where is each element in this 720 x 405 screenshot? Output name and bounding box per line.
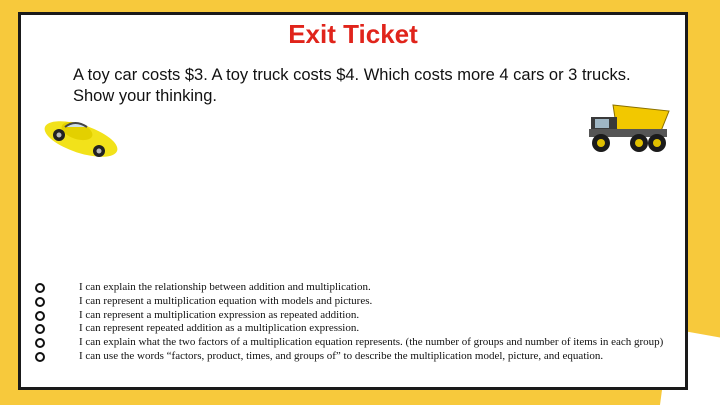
checklist-item-text: I can explain the relationship between addition and multiplication. — [79, 281, 371, 293]
checklist-item-text: I can use the words “factors, product, times, and groups of” to describe the multiplication model, picture, and equation. — [79, 349, 604, 362]
circle-bullet-icon — [35, 297, 45, 307]
checklist-item — [35, 322, 675, 336]
checklist-item — [35, 336, 675, 350]
circle-bullet-icon — [35, 324, 45, 334]
checklist-item-text: I can represent a multiplication expression as repeated addition. — [79, 308, 360, 321]
page-title: Exit Ticket — [288, 19, 418, 49]
checklist-item — [35, 309, 675, 323]
circle-bullet-icon — [35, 352, 45, 362]
circle-bullet-icon — [35, 338, 45, 348]
checklist-item — [35, 350, 675, 364]
toy-car-image — [41, 109, 123, 159]
i-can-checklist — [35, 281, 675, 364]
toy-truck-image — [587, 99, 671, 157]
question-text: A toy car costs $3. A toy truck costs $4. Which costs more 4 cars or 3 trucks. Show your thinking. — [73, 66, 631, 105]
checklist-item — [35, 281, 675, 295]
checklist-item — [35, 295, 675, 309]
checklist-item-text: I can represent repeated addition as a multiplication expression. — [79, 322, 360, 335]
checklist-item-text: I can represent a multiplication equation with models and pictures. — [79, 294, 373, 307]
circle-bullet-icon — [35, 311, 45, 321]
circle-bullet-icon — [35, 283, 45, 293]
exit-ticket-slide — [18, 12, 688, 390]
checklist-item-text: I can explain what the two factors of a multiplication equation represents. (the number of groups and number of items in each group) — [79, 336, 664, 349]
